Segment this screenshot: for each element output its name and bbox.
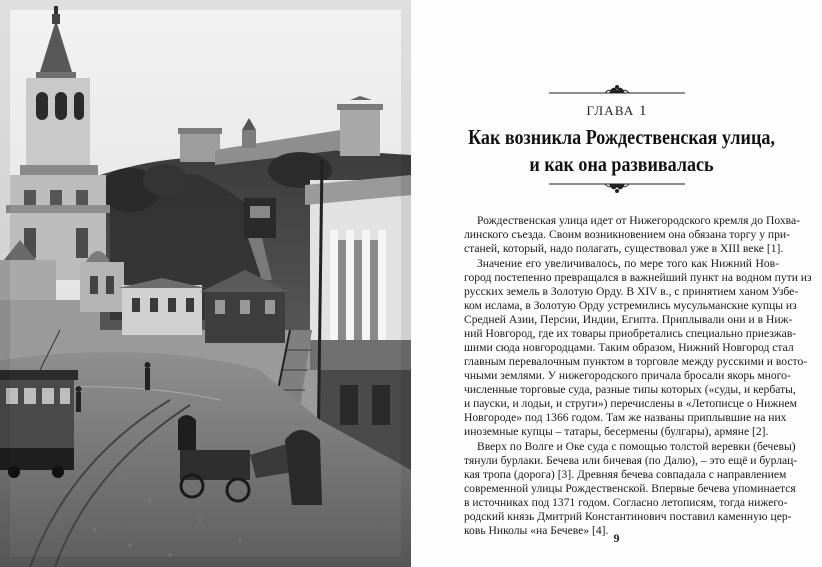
text-line: кая тропа (дорога) [3]. Древняя бечева совпадала с направлением: [464, 468, 787, 481]
chapter-heading: [411, 103, 822, 120]
paragraph: [464, 257, 812, 439]
text-line: численные торговые суда, разные типы которых («суды, и кербаты,: [464, 383, 796, 396]
text-line: город постепенно превращался в важнейший пункт на водном пути из: [464, 271, 812, 284]
text-line: тянули бурлаки. Бечева или бичевая (по Далю), – это ещё и бурлац-: [464, 454, 798, 467]
text-line: ний Новгород, где их товары приобретались специально приезжав-: [464, 327, 797, 340]
text-line: и пауски, и лодьи, и струги») перечислены в «Летописце о Нижнем: [464, 397, 797, 410]
text-line: шими сюда новгородцами. Таким образом, Нижний Новгород стал: [464, 341, 794, 354]
paragraph: [464, 214, 800, 256]
text-line: современной улицы Рождественской. Впервые бечева упоминается: [464, 482, 796, 495]
text-line: Средней Азии, Персии, Индии, Египта. Приплывали они и в Ниж-: [464, 313, 793, 326]
text-line: чными землями. У нижегородского причала бросали якорь много-: [464, 369, 791, 382]
text-line: главным перевалочным пунктом в торговле между русскими и восто-: [464, 355, 808, 368]
ornament-bottom-icon: [549, 180, 685, 196]
chapter-title: [458, 124, 786, 178]
text-line: ковь Николы «на Бечеве» [4].: [464, 524, 609, 537]
chapter-number: 1: [638, 103, 647, 119]
chapter-label: ГЛАВА: [586, 103, 635, 118]
body-text: [464, 214, 812, 539]
ornament-top-icon: [549, 82, 685, 98]
text-line: Вверх по Волге и Оке суда с помощью толстой веревки (бечевы): [477, 440, 796, 453]
text-line: родский князь Дмитрий Константинович поставил каменную цер-: [464, 510, 792, 523]
paragraph: [464, 440, 798, 538]
text-line: ком ислама, в Золотую Орду устремились мусульманские купцы из: [464, 299, 797, 312]
text-line: иноземные купцы – татары, бесермены (булгары), армяне [2].: [464, 425, 769, 438]
text-line: в источниках под 1371 годом. Согласно летописям, тогда нижего-: [464, 496, 788, 509]
text-line: Новгороде» под 1366 годом. Там же названы приплывшие на них: [464, 411, 787, 424]
text-line: линского съезда. Своим возникновением она обязана торгу у при-: [464, 228, 790, 241]
page-number: 9: [613, 531, 620, 545]
chapter-title-line: и как она развивалась: [529, 152, 714, 176]
book-page: [411, 0, 822, 567]
text-line: Значение его увеличивалось, по мере того как Нижний Нов-: [477, 257, 779, 270]
chapter-title-line: Как возникла Рождественская улица,: [468, 125, 775, 149]
text-line: Рождественская улица идет от Нижегородского кремля до Похва-: [477, 214, 800, 227]
text-line: русских земель в Золотую Орду. В XIV в., с принятием ханом Узбе-: [464, 285, 799, 298]
text-line: станей, который, надо полагать, существовал уже в XIII веке [1].: [464, 242, 784, 255]
